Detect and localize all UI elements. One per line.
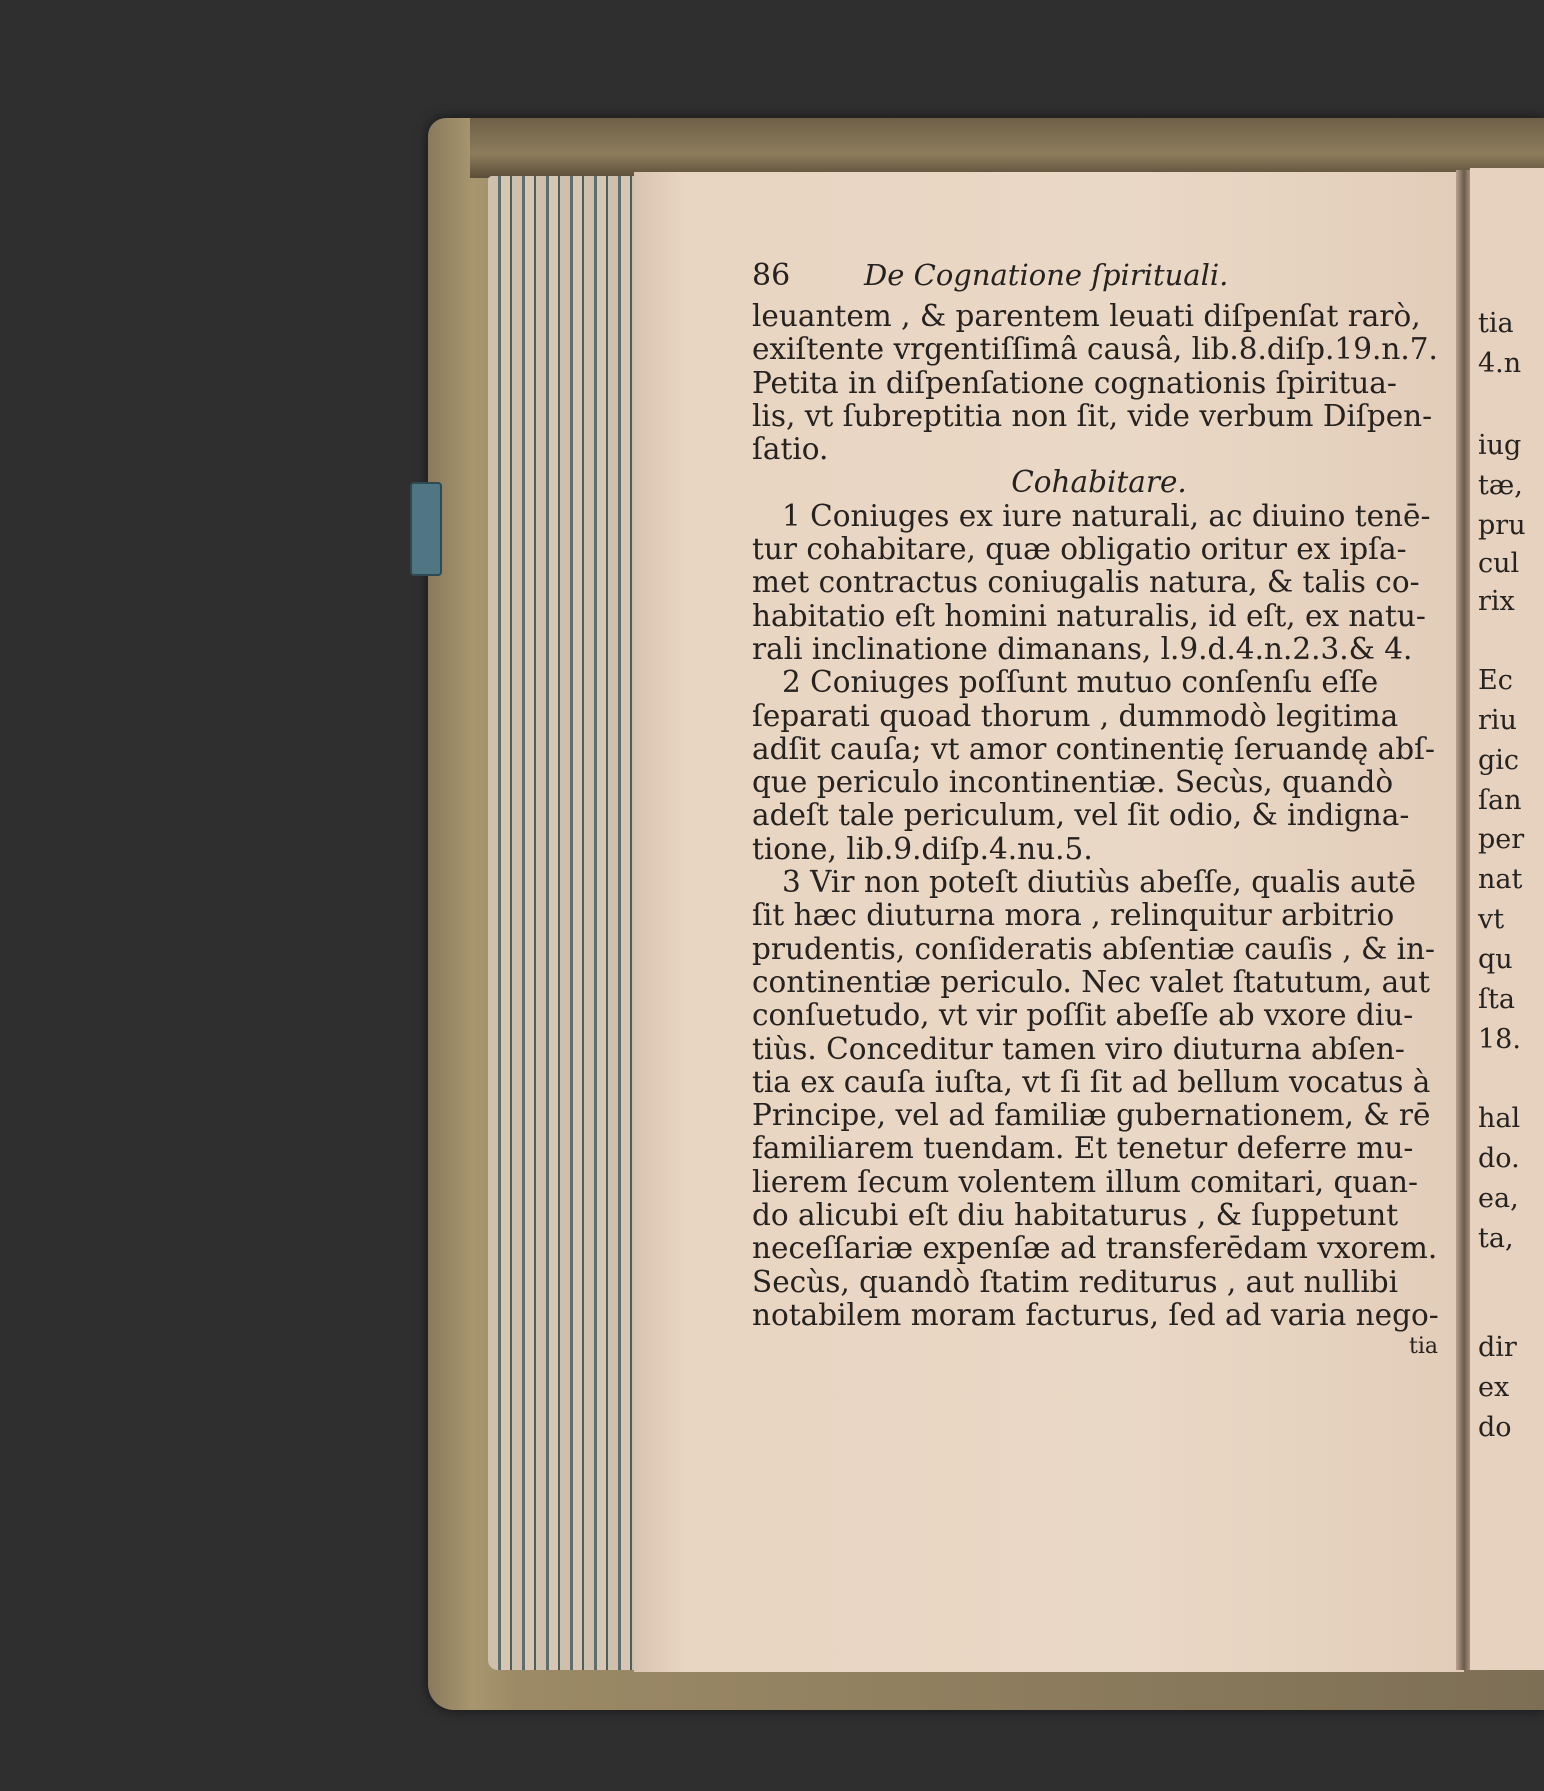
right-page-line: ſan [1478,785,1522,816]
right-page-line: riu [1478,705,1517,736]
text-line: Secùs, quandò ſtatim rediturus , aut nullibi [752,1265,1399,1299]
text-line: Petita in diſpenſatione cognationis ſpiritua- [752,366,1397,400]
text-line: ſit hæc diuturna mora , relinquitur arbitrio [752,899,1395,933]
right-page-line: tia [1478,308,1514,339]
text-line: continentiæ periculo. Nec valet ſtatutum, aut [752,965,1431,999]
text-line: familiarem tuendam. Et tenetur deferre mu- [752,1132,1414,1166]
text-line: tione, lib.9.diſp.4.nu.5. [752,832,1093,866]
text-line: tur cohabitare, quæ obligatio oritur ex ipſa- [752,533,1407,567]
right-page-line: cul [1478,548,1520,579]
right-page-line: pru [1478,510,1526,541]
text-line: lis, vt ſubreptitia non ſit, vide verbum Diſpen- [752,399,1433,433]
text-line: adſit cauſa; vt amor continentię ſeruandę abſ- [752,732,1435,766]
page-number: 86 [752,258,791,293]
right-page-line: 18. [1478,1024,1521,1055]
right-page-line: 4.n [1478,348,1522,379]
text-line: prudentis, conſideratis abſentiæ cauſis , & in- [752,932,1435,966]
section-heading: Cohabitare. [1011,466,1187,500]
running-title: De Cognatione ſpirituali. [864,258,1229,292]
text-line: 1 Coniuges ex iure naturali, ac diuino tenē- [782,499,1431,533]
right-page-line: vt [1478,904,1505,935]
book-spine-top [470,118,1544,178]
text-line: leuantem , & parentem leuati diſpenſat rarò, [752,300,1421,333]
text-line: Principe, vel ad familiæ gubernationem, & rē [752,1099,1431,1133]
text-line: ſatio. [752,433,829,467]
page-header [752,258,1446,300]
text-line: neceſſariæ expenſæ ad transferēdam vxorem. [752,1232,1438,1266]
text-line: 3 Vir non poteſt diutiùs abeſſe, qualis autē [782,866,1416,900]
text-line: notabilem moram facturus, ſed ad varia nego- [752,1298,1439,1332]
text-line: que periculo incontinentiæ. Secùs, quandò [752,766,1394,800]
page-edges [488,176,636,1670]
right-page-line: iug [1478,430,1522,461]
right-page-line: qu [1478,944,1513,975]
right-page-fragment [1470,168,1544,1670]
right-page-line: ſta [1478,984,1515,1015]
text-line: 2 Coniuges poſſunt mutuo conſenſu eſſe [782,666,1379,700]
right-page-line: dir [1478,1332,1517,1363]
right-page-line: hal [1478,1103,1521,1134]
right-page-line: Ec [1478,665,1513,696]
right-page-line: nat [1478,864,1523,895]
right-page-line: do. [1478,1143,1520,1174]
right-page-line: tæ, [1478,470,1523,501]
right-page-line: ex [1478,1372,1510,1403]
text-line: rali inclinatione dimanans, l.9.d.4.n.2.3.& 4. [752,632,1413,666]
text-line: do alicubi eſt diu habitaturus , & ſuppetunt [752,1199,1399,1233]
catchword: tia [1409,1334,1438,1360]
text-line: conſuetudo, vt vir poſſit abeſſe ab vxore diu- [752,999,1414,1033]
text-line: exiſtente vrgentiſſimâ causâ, lib.8.diſp.19.n.7. [752,333,1438,367]
text-line: met contractus coniugalis natura, & talis co- [752,566,1420,600]
text-line: adeſt tale periculum, vel ſit odio, & indigna- [752,799,1410,833]
page-text [752,258,1446,1362]
right-page-line: do [1478,1412,1512,1443]
right-page-line: rix [1478,586,1515,617]
right-page-line: ta, [1478,1223,1514,1254]
right-page-line: per [1478,824,1525,855]
text-line: lierem ſecum volentem illum comitari, quan- [752,1165,1418,1199]
text-line: tiùs. Conceditur tamen viro diuturna abſen- [752,1032,1405,1066]
right-page-line: gic [1478,745,1520,776]
clasp-tie [410,482,442,576]
text-line: ſeparati quoad thorum , dummodò legitima [752,699,1399,733]
text-line: tia ex cauſa iuſta, vt ſi ſit ad bellum vocatus à [752,1065,1431,1099]
right-page-line: ea, [1478,1183,1519,1214]
text-line: habitatio eſt homini naturalis, id eſt, ex natu- [752,599,1426,633]
